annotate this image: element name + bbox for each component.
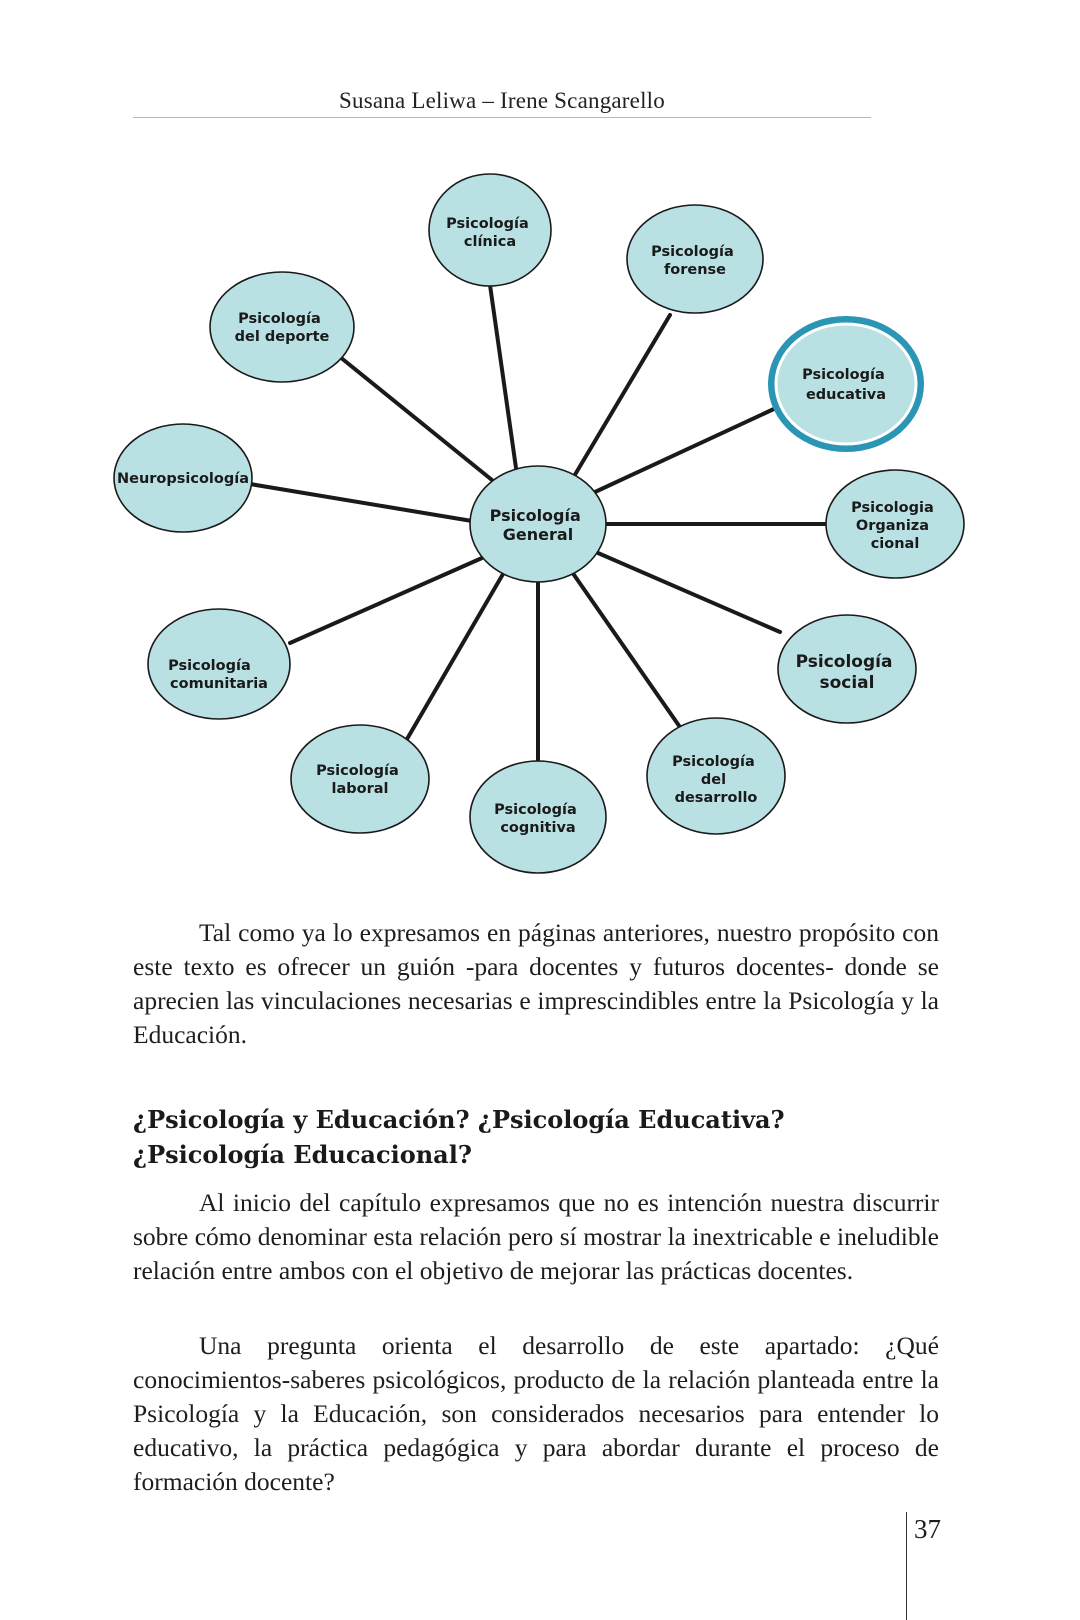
desarrollo-label-3: desarrollo [674,790,758,806]
connector-deporte [340,357,492,480]
social-label-1: Psicología [795,652,893,672]
node-educativa [776,324,916,444]
organizacional-label-3: cional [870,536,920,552]
educativa-label-2: educativa [805,387,887,403]
section-title-line-1: ¿Psicología y Educación? ¿Psicología Educativa? [133,1105,785,1134]
connector-educativa [595,408,776,492]
forense-label-1: Psicología [651,244,734,260]
comunitaria-label-1: Psicología [168,658,251,674]
organizacional-label-2: Organiza [855,518,930,534]
laboral-label-1: Psicología [316,763,399,779]
center-label-1: Psicología [489,506,581,525]
forense-label-2: forense [663,262,727,278]
connector-desarrollo [572,572,682,730]
connector-forense [573,315,670,478]
deporte-label-2: del deporte [234,329,330,345]
svg-text:Psicología General [490,506,587,544]
cognitiva-label-2: cognitiva [500,820,576,836]
node-deporte [210,272,354,382]
neuropsicologia-label: Neuropsicología [116,471,250,487]
clinica-label-2: clínica [463,234,517,250]
connector-clinica [490,285,516,468]
laboral-label-2: laboral [331,781,389,797]
desarrollo-label-1: Psicología [672,754,755,770]
connector-neuropsicologia [244,483,472,521]
connector-laboral [396,574,503,758]
svg-text:Neuropsicología [117,471,249,487]
running-head: Susana Leliwa – Irene Scangarello [339,88,665,113]
body-paragraph-1: Tal como ya lo expresamos en páginas anteriores, nuestro propósito con este texto es ofrecer un guión -para docentes y futuros docentes- donde se aprecien las vinculaciones necesarias e imprescindibles entre la Psicología y la Educación. [133,918,939,1049]
organizacional-label-1: Psicologia [851,500,934,516]
educativa-label-1: Psicología [802,367,885,383]
connector-comunitaria [290,558,482,643]
section-title-line-2: ¿Psicología Educacional? [133,1140,472,1169]
page-number-rule [906,1512,907,1620]
desarrollo-label-2: del [700,772,727,788]
node-laboral [291,725,429,833]
center-label-2: General [502,525,574,544]
social-label-2: social [819,673,875,693]
body-paragraph-2: Al inicio del capítulo expresamos que no es intención nuestra discurrir sobre cómo denominar esta relación pero sí mostrar la inextricable e ineludible relación entre ambos con el objetivo de mejorar las prácticas docentes. [133,1188,939,1285]
clinica-label-1: Psicología [446,216,529,232]
page-number: 37 [914,1514,941,1544]
comunitaria-label-2: comunitaria [170,676,268,692]
body-paragraph-3: Una pregunta orienta el desarrollo de este apartado: ¿Qué conocimientos-saberes psicológicos, producto de la relación planteada entre la Psicología y la Educación, son considerados necesarios para entender lo educativo, la práctica pedagógica y para abordar durante el proceso de formación docente? [133,1331,939,1496]
cognitiva-label-1: Psicología [494,802,577,818]
deporte-label-1: Psicología [238,311,321,327]
section-title [133,1102,939,1172]
connector-social [598,553,780,632]
